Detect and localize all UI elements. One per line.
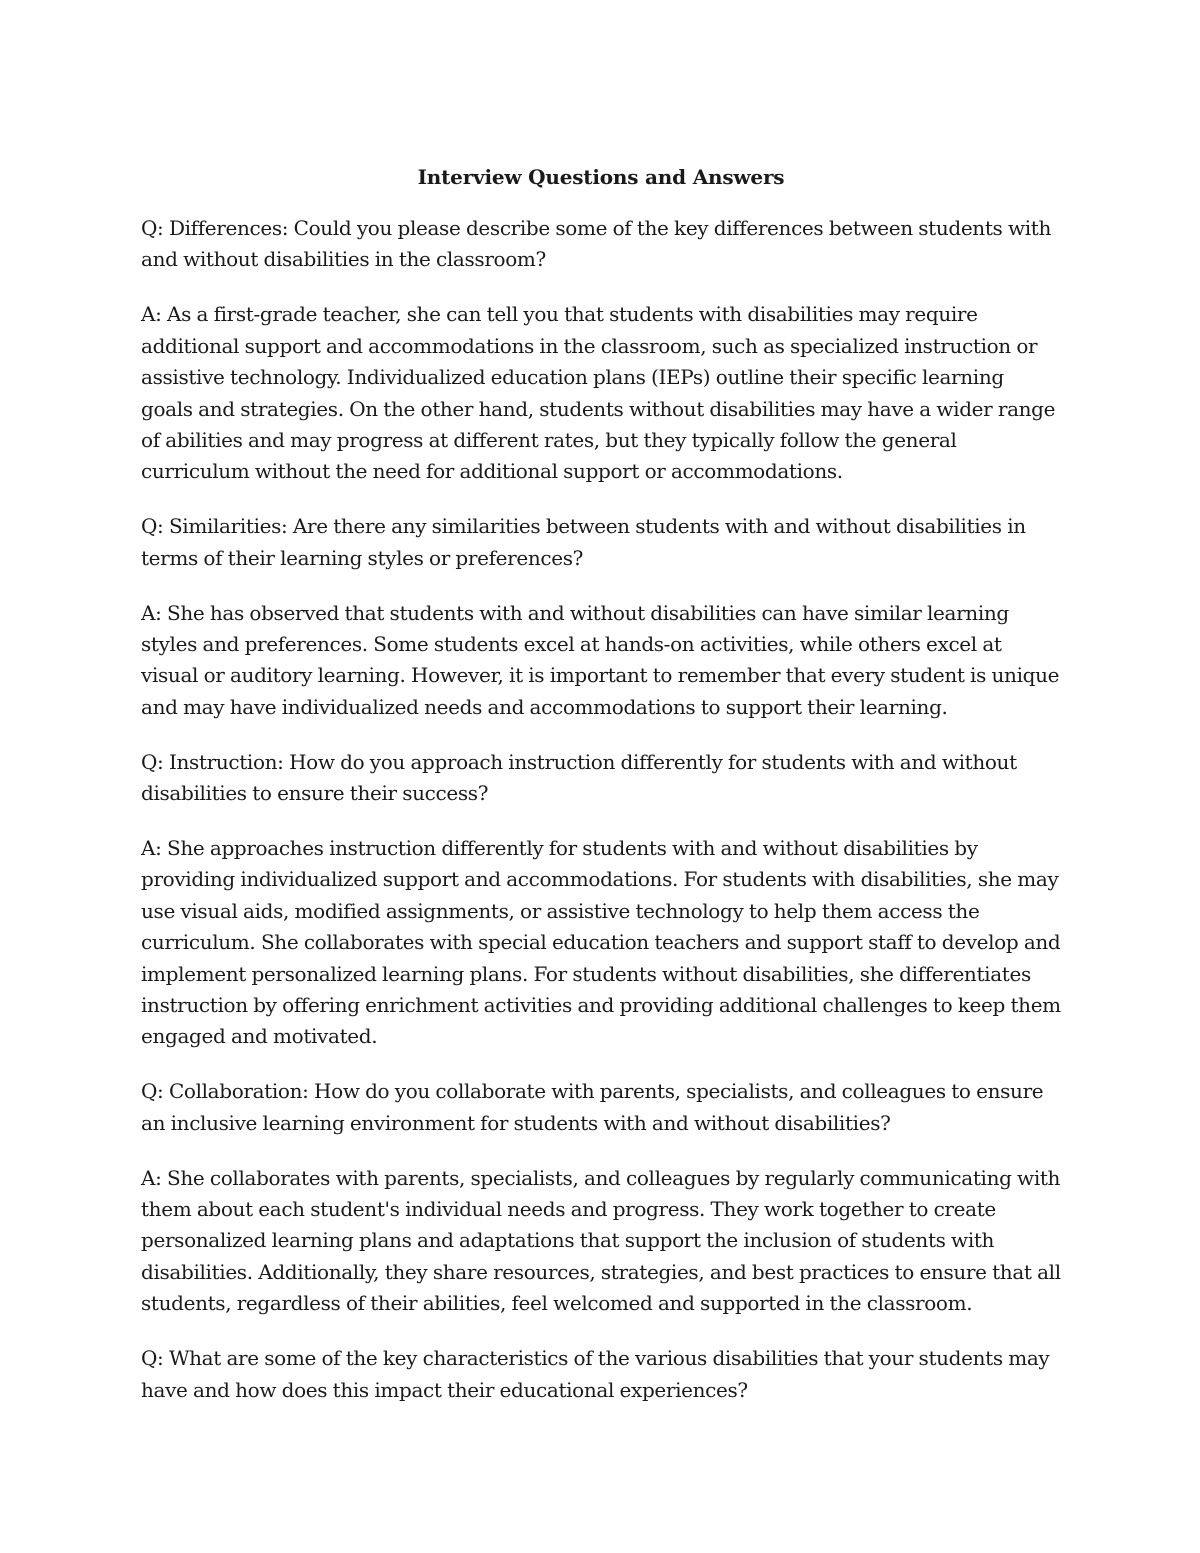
answer-differences: A: As a first-grade teacher, she can tell you that students with disabilities may require additional support and accommodations in the classroom, such as specialized instruction or assistive technology. Individualized education plans (IEPs) outline their specific learning goals and strategies. On the other hand, students without disabilities may have a wider range of abilities and may progress at different rates, but they typically follow the general curriculum without the need for additional support or accommodations. xyxy=(141,302,1056,484)
question-collaboration: Q: Collaboration: How do you collaborate with parents, specialists, and colleagues to ensure an inclusive learning environment for students with and without disabilities? xyxy=(141,1079,1044,1135)
question-disability-characteristics: Q: What are some of the key characteristics of the various disabilities that your students may have and how does this impact their educational experiences? xyxy=(141,1346,1050,1402)
answer-collaboration: A: She collaborates with parents, specialists, and colleagues by regularly communicating with them about each student's individual needs and progress. They work together to create personalized learning plans and adaptations that support the inclusion of students with disabilities. Additionally, they share resources, strategies, and best practices to ensure that all students, regardless of their abilities, feel welcomed and supported in the classroom. xyxy=(141,1165,1061,1316)
answer-instruction: A: She approaches instruction differently for students with and without disabilities by providing individualized support and accommodations. For students with disabilities, she may use visual aids, modified assignments, or assistive technology to help them access the curriculum. She collaborates with special education teachers and support staff to develop and implement personalized learning plans. For students without disabilities, she differentiates instruction by offering enrichment activities and providing additional challenges to keep them engaged and motivated. xyxy=(141,836,1061,1049)
answer-similarities: A: She has observed that students with and without disabilities can have similar learning styles and preferences. Some students excel at hands-on activities, while others excel at visual or auditory learning. However, it is important to remember that every student is unique and may have individualized needs and accommodations to support their learning. xyxy=(141,600,1060,719)
question-similarities: Q: Similarities: Are there any similarities between students with and without disabilities in terms of their learning styles or preferences? xyxy=(141,514,1026,570)
document-title: Interview Questions and Answers xyxy=(417,165,785,189)
document-page xyxy=(141,162,1061,1430)
question-instruction: Q: Instruction: How do you approach instruction differently for students with and without disabilities to ensure their success? xyxy=(141,749,1017,806)
question-differences: Q: Differences: Could you please describe some of the key differences between students with and without disabilities in the classroom? xyxy=(141,216,1051,272)
